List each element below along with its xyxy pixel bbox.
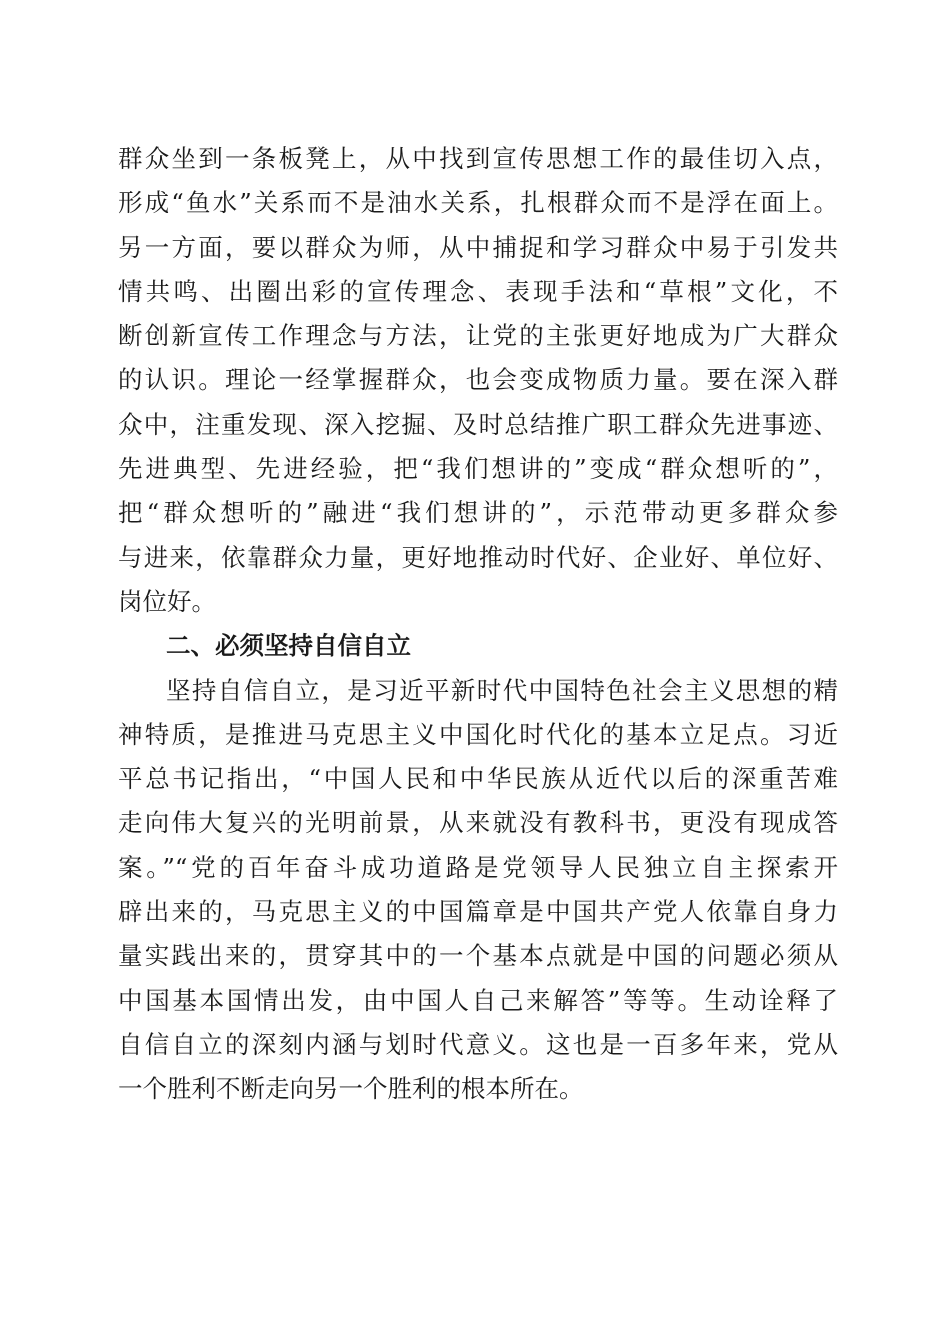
paragraph-line: 坚持自信自立，是习近平新时代中国特色社会主义思想的精 [166, 675, 838, 705]
paragraph-line: 的认识。理论一经掌握群众，也会变成物质力量。要在深入群 [118, 365, 838, 395]
paragraph-line: 情共鸣、出圈出彩的宣传理念、表现手法和“草根”文化，不 [118, 276, 838, 306]
paragraph-line: 另一方面，要以群众为师，从中捕捉和学习群众中易于引发共 [118, 232, 838, 262]
paragraph-line: 与进来，依靠群众力量，更好地推动时代好、企业好、单位好、 [118, 542, 838, 572]
paragraph-line: 中国基本国情出发，由中国人自己来解答”等等。生动诠释了 [118, 985, 838, 1015]
paragraph-line: 把“群众想听的”融进“我们想讲的”，示范带动更多群众参 [118, 498, 838, 528]
paragraph-2 [118, 669, 838, 1112]
document-body [118, 137, 838, 1112]
paragraph-line: 神特质，是推进马克思主义中国化时代化的基本立足点。习近 [118, 719, 838, 749]
paragraph-line: 众中，注重发现、深入挖掘、及时总结推广职工群众先进事迹、 [118, 409, 838, 439]
paragraph-line: 量实践出来的，贯穿其中的一个基本点就是中国的问题必须从 [118, 941, 838, 971]
paragraph-line: 群众坐到一条板凳上，从中找到宣传思想工作的最佳切入点， [118, 144, 838, 173]
section-heading: 二、必须坚持自信自立 [166, 631, 411, 661]
paragraph-line: 一个胜利不断走向另一个胜利的根本所在。 [118, 1074, 584, 1104]
paragraph-line: 先进典型、先进经验，把“我们想讲的”变成“群众想听的”， [118, 454, 838, 484]
paragraph-line: 断创新宣传工作理念与方法，让党的主张更好地成为广大群众 [118, 321, 838, 351]
paragraph-line: 自信自立的深刻内涵与划时代意义。这也是一百多年来，党从 [118, 1029, 838, 1059]
paragraph-line: 案。”“党的百年奋斗成功道路是党领导人民独立自主探索开 [118, 852, 838, 882]
paragraph-line: 辟出来的，马克思主义的中国篇章是中国共产党人依靠自身力 [118, 897, 838, 927]
paragraph-line: 走向伟大复兴的光明前景，从来就没有教科书，更没有现成答 [118, 808, 838, 838]
paragraph-line: 岗位好。 [118, 586, 216, 616]
paragraph-line: 形成“鱼水”关系而不是油水关系，扎根群众而不是浮在面上。 [118, 188, 838, 218]
paragraph-line: 平总书记指出，“中国人民和中华民族从近代以后的深重苦难 [118, 764, 838, 794]
paragraph-1 [118, 137, 838, 624]
